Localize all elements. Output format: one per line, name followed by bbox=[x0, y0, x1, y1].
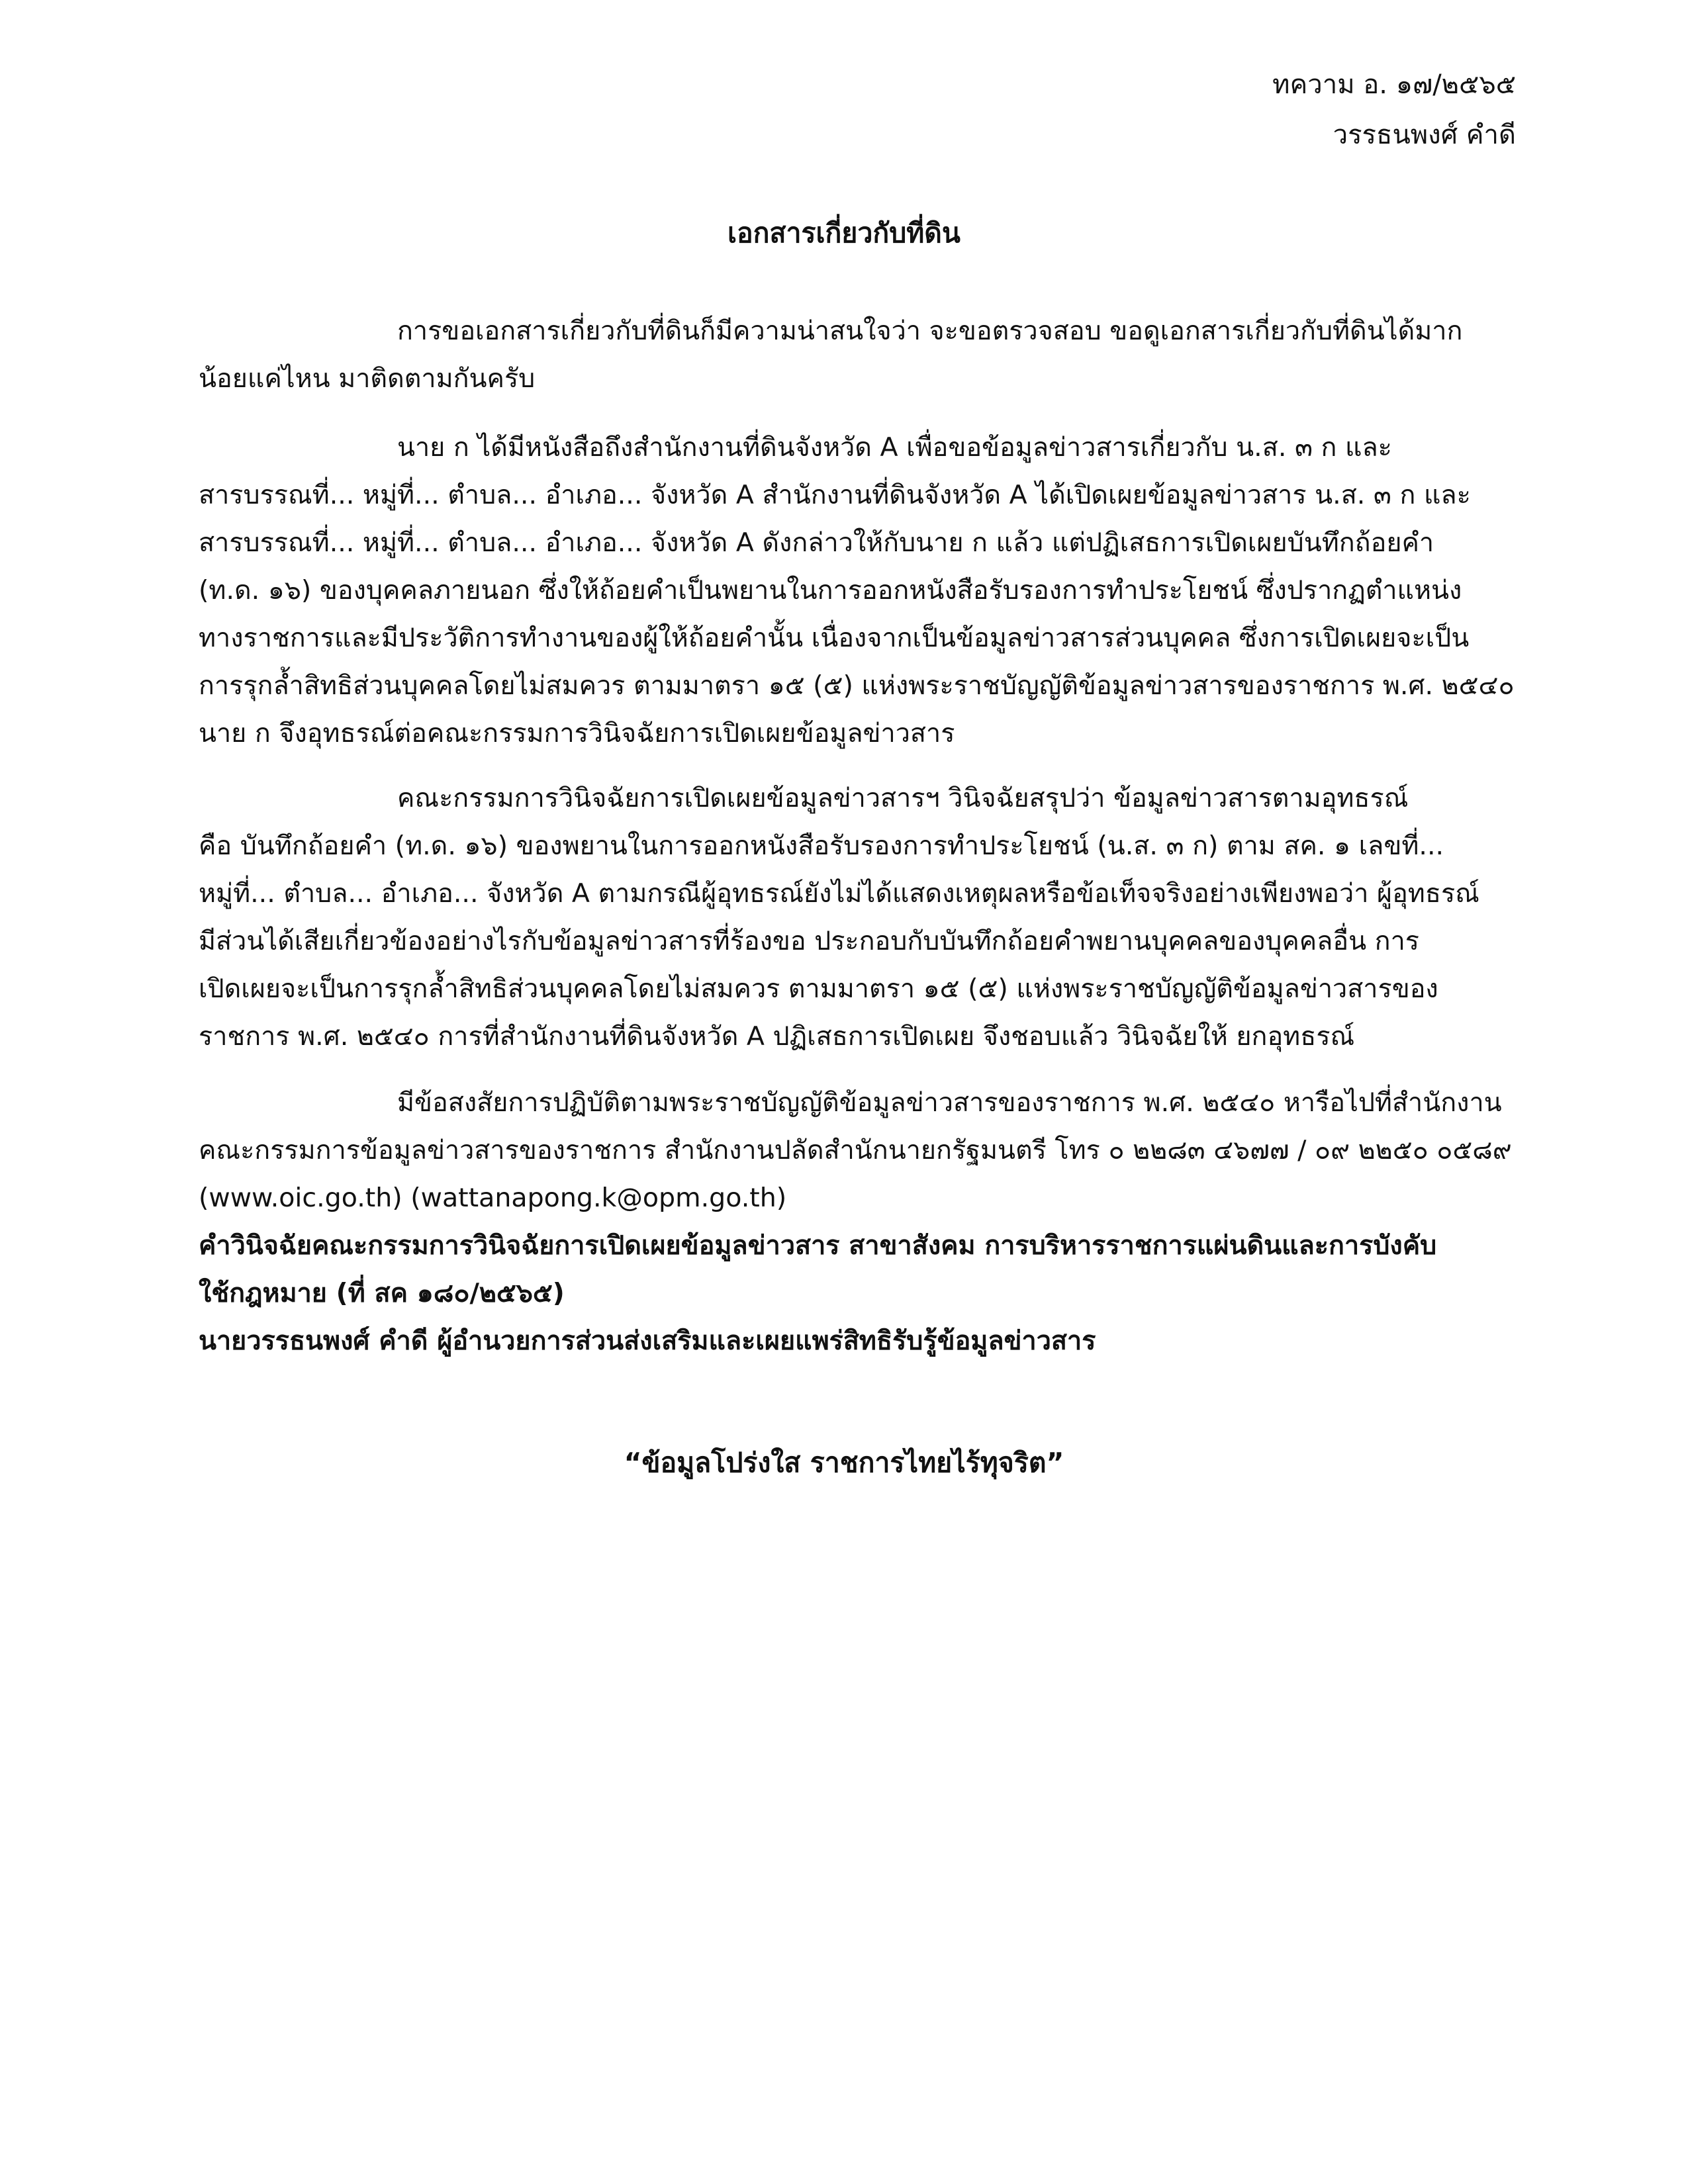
paragraph-line: น้อยแค่ไหน มาติดตามกันครับ bbox=[199, 363, 536, 394]
document-title: เอกสารเกี่ยวกับที่ดิน bbox=[727, 217, 961, 249]
reference-line: ใช้กฎหมาย (ที่ สค ๑๘๐/๒๕๖๕) bbox=[199, 1278, 565, 1308]
document-number: ทความ อ. ๑๗/๒๕๖๕ bbox=[1272, 69, 1516, 100]
paragraph-line: สารบรรณที่... หมู่ที่... ตำบล... อำเภอ... จังหวัด A ดังกล่าวให้กับนาย ก แล้ว แต่ปฏิเสธการเปิดเผยบันทึกถ้อยคำ bbox=[199, 527, 1434, 558]
paragraph-line: (ท.ด. ๑๖) ของบุคคลภายนอก ซึ่งให้ถ้อยคำเป็นพยานในการออกหนังสือรับรองการทำประโยชน์ ซึ่งปรากฏตำแหน่ง bbox=[199, 575, 1462, 606]
reference-line: นายวรรธนพงศ์ คำดี ผู้อำนวยการส่วนส่งเสริมและเผยแพร่สิทธิรับรู้ข้อมูลข่าวสาร bbox=[199, 1326, 1096, 1356]
paragraph-line: คือ บันทึกถ้อยคำ (ท.ด. ๑๖) ของพยานในการออกหนังสือรับรองการทำประโยชน์ (น.ส. ๓ ก) ตาม สค. ๑ เลขที่... bbox=[199, 831, 1444, 861]
paragraph-line: นาย ก จึงอุทธรณ์ต่อคณะกรรมการวินิจฉัยการเปิดเผยข้อมูลข่าวสาร bbox=[199, 718, 955, 749]
paragraph-4 bbox=[199, 1079, 1515, 1222]
paragraph-line: (www.oic.go.th) (wattanapong.k@opm.go.th) bbox=[199, 1183, 787, 1213]
slogan: “ข้อมูลโปร่งใส ราชการไทยไร้ทุจริต” bbox=[624, 1447, 1064, 1479]
paragraph-line: การรุกล้ำสิทธิส่วนบุคคลโดยไม่สมควร ตามมาตรา ๑๕ (๕) แห่งพระราชบัญญัติข้อมูลข่าวสารของราชการ พ.ศ. ๒๕๔๐ bbox=[199, 670, 1515, 701]
paragraph-3 bbox=[199, 774, 1515, 1060]
paragraph-line: ทางราชการและมีประวัติการทำงานของผู้ให้ถ้อยคำนั้น เนื่องจากเป็นข้อมูลข่าวสารส่วนบุคคล ซึ่งการเปิดเผยจะเป็น bbox=[199, 623, 1470, 653]
paragraph-line: นาย ก ได้มีหนังสือถึงสำนักงานที่ดินจังหวัด A เพื่อขอข้อมูลข่าวสารเกี่ยวกับ น.ส. ๓ ก และ bbox=[397, 432, 1392, 463]
paragraph-line: เปิดเผยจะเป็นการรุกล้ำสิทธิส่วนบุคคลโดยไม่สมควร ตามมาตรา ๑๕ (๕) แห่งพระราชบัญญัติข้อมูลข่าวสารของ bbox=[199, 974, 1438, 1004]
paragraph-line: สารบรรณที่... หมู่ที่... ตำบล... อำเภอ... จังหวัด A สำนักงานที่ดินจังหวัด A ได้เปิดเผยข้อมูลข่าวสาร น.ส. ๓ ก และ bbox=[199, 480, 1471, 510]
paragraph-line: มีส่วนได้เสียเกี่ยวข้องอย่างไรกับข้อมูลข่าวสารที่ร้องขอ ประกอบกับบันทึกถ้อยคำพยานบุคคลของบุคคลอื่น การ bbox=[199, 926, 1419, 956]
reference-line: คำวินิจฉัยคณะกรรมการวินิจฉัยการเปิดเผยข้อมูลข่าวสาร สาขาสังคม การบริหารราชการแผ่นดินและการบังคับ bbox=[199, 1230, 1437, 1261]
reference-block bbox=[199, 1222, 1515, 1365]
paragraph-line: ราชการ พ.ศ. ๒๕๔๐ การที่สำนักงานที่ดินจังหวัด A ปฏิเสธการเปิดเผย จึงชอบแล้ว วินิจฉัยให้ ยกอุทธรณ์ bbox=[199, 1021, 1355, 1052]
paragraph-1 bbox=[199, 307, 1515, 402]
paragraph-line: มีข้อสงสัยการปฏิบัติตามพระราชบัญญัติข้อมูลข่าวสารของราชการ พ.ศ. ๒๕๔๐ หารือไปที่สำนักงาน bbox=[397, 1087, 1502, 1118]
paragraph-line: หมู่ที่... ตำบล... อำเภอ... จังหวัด A ตามกรณีผู้อุทธรณ์ยังไม่ได้แสดงเหตุผลหรือข้อเท็จจริงอย่างเพียงพอว่า ผู้อุทธรณ์ bbox=[199, 878, 1479, 909]
paragraph-line: คณะกรรมการวินิจฉัยการเปิดเผยข้อมูลข่าวสารฯ วินิจฉัยสรุปว่า ข้อมูลข่าวสารตามอุทธรณ์ bbox=[397, 783, 1409, 813]
paragraph-2 bbox=[199, 424, 1515, 757]
paragraph-line: คณะกรรมการข้อมูลข่าวสารของราชการ สำนักงานปลัดสำนักนายกรัฐมนตรี โทร ๐ ๒๒๘๓ ๔๖๗๗ / ๐๙ ๒๒๕๐ ๐๕๘๙ bbox=[199, 1135, 1512, 1165]
paragraph-line: การขอเอกสารเกี่ยวกับที่ดินก็มีความน่าสนใจว่า จะขอตรวจสอบ ขอดูเอกสารเกี่ยวกับที่ดินได้มาก bbox=[397, 316, 1463, 346]
author-name: วรรธนพงศ์ คำดี bbox=[1333, 120, 1516, 150]
